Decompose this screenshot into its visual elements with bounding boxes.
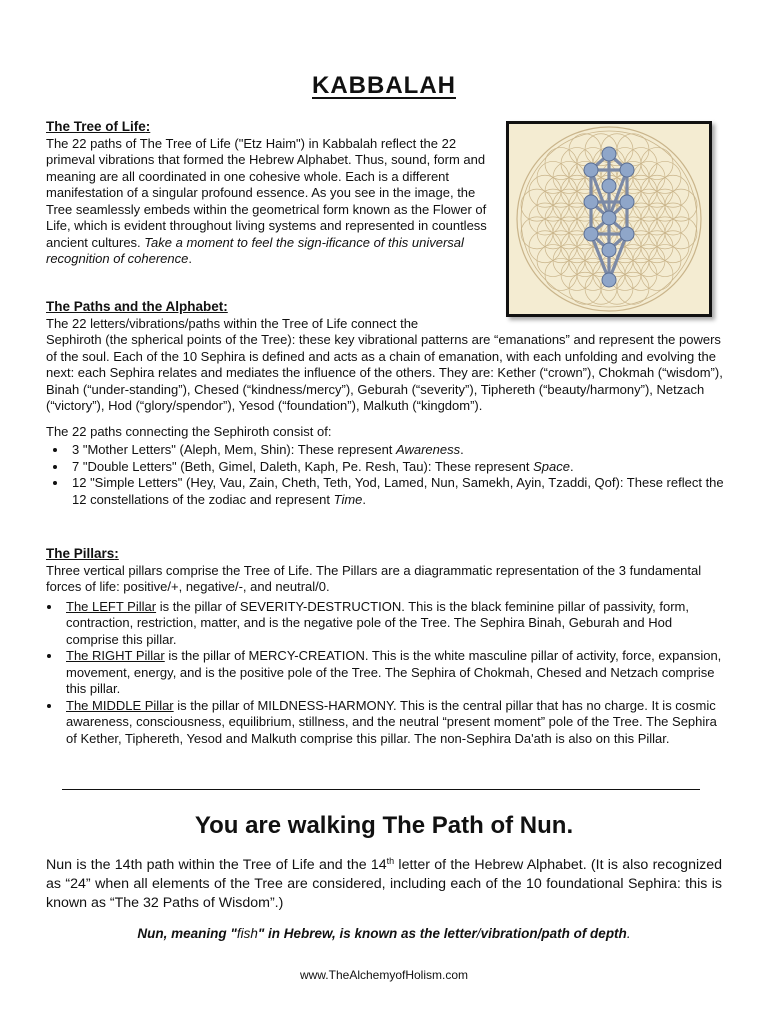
right-pillar-label: The RIGHT Pillar <box>66 648 165 663</box>
path-title: You are walking The Path of Nun. <box>194 812 574 839</box>
sephira-node <box>602 211 616 225</box>
pillars-section: The Pillars: Three vertical pillars comprise the Tree of Life. The Pillars are a diagrammatic representation of the 3 fundamental forces of life: positive/+, negative/-, and neutral/0. • The LEFT Pillar is the pillar of SEVERITY-DESTRUCTION. This is the black feminine pillar of passivity, form, contraction, restriction, matter, and is the negative pole of the Tree. The Sephira Binah, Geburah and Hod comprise this pillar. • The RIGHT Pillar is the pillar of MERCY-CREATION. This is the white masculine pillar of activity, force, expansion, movement, energy, and is the positive pole of the Tree. The Sephira of Chokmah, Chesed and Netzach comprise this pillar. • The MIDDLE Pillar is the pillar of MILDNESS-HARMONY. This is the central pillar that has no charge. It is cosmic awareness, consciousness, equilibrium, stillness, and the neutral “present moment” pole of the Tree. The Sephira of Kether, Tiphereth, Yesod and Malkuth comprise this pillar. The non-Sephira Da'ath is also on this Pillar. <box>46 546 728 747</box>
paths-alphabet-section <box>46 299 728 508</box>
flower-of-life-icon <box>509 124 709 314</box>
sephira-node <box>620 195 634 209</box>
letters-list <box>46 442 728 508</box>
tree-of-life-body: The 22 paths of The Tree of Life ("Etz Haim") in Kabbalah reflect the 22 primeval vibrations that formed the Hebrew Alphabet. Thus, sound, form and meaning are all coordinated in one cohesive whole. Each is a different manifestation of a singular profound essence. As you see in the image, the Tree seamlessly embeds within the geometrical form known as the Flower of Life, which is evident throughout living systems and represented in countless ancient cultures. Take a moment to feel the sign-ificance of this universal recognition of coherence. <box>46 135 487 266</box>
tree-of-life-image <box>506 121 712 317</box>
sephira-node <box>584 227 598 241</box>
paths-intro: The 22 paths connecting the Sephiroth consist of: <box>46 423 332 439</box>
page-title: KABBALAH <box>312 72 456 99</box>
sephira-node <box>584 163 598 177</box>
list-item: • 3 "Mother Letters" (Aleph, Mem, Shin): These represent Awareness. <box>68 442 728 459</box>
list-item: • 7 "Double Letters" (Beth, Gimel, Daleth, Kaph, Pe. Resh, Tau): These represent Space. <box>68 459 728 476</box>
left-pillar-label: The LEFT Pillar <box>66 598 157 614</box>
path-body: Nun is the 14th path within the Tree of Life and the 14th letter of the Hebrew Alphabet. (It is also recognized as “24” when all elements of the Tree are considered, including each of the 10 foundational Sephira: this is known as “The 32 Paths of Wisdom”.) <box>46 856 722 911</box>
sephira-node <box>620 227 634 241</box>
paths-alphabet-heading: The Paths and the Alphabet: <box>46 299 228 314</box>
sephira-node <box>602 179 616 193</box>
list-item: • The RIGHT Pillar is the pillar of MERCY-CREATION. This is the white masculine pillar of activity, force, expansion, movement, energy, and is the positive pole of the Tree. The Sephira of Chokmah, Chesed and Netzach comprise this pillar. <box>62 648 728 698</box>
sephira-node <box>602 273 616 287</box>
list-item: • 12 "Simple Letters" (Hey, Vau, Zain, Cheth, Teth, Yod, Lamed, Nun, Samekh, Ayin, Tzaddi, Qof): These reflect the 12 constellations of the zodiac and represent Time. <box>68 475 728 508</box>
middle-pillar-label: The MIDDLE Pillar <box>66 697 174 713</box>
paths-alphabet-body: Sephiroth (the spherical points of the Tree): these key vibrational patterns are “emanations” and represent the powers of the soul. Each of the 10 Sephira is defined and acts as a chain of emanation, with each unfolding and evolving the next: each Sephira relates and mediates the influence of the others. They are: Kether (“crown”), Chokmah (“wisdom”), Binah (“under-standing”), Chesed (“kindness/mercy”), Geburah (“severity”), Tiphereth (“beauty/harmony”), Netzach (“victory”), Hod (“glory/spendor”), Yesod (“foundation”), Malkuth (“kingdom”). <box>46 332 723 413</box>
list-item: • The MIDDLE Pillar is the pillar of MILDNESS-HARMONY. This is the central pillar that has no charge. It is cosmic awareness, consciousness, equilibrium, stillness, and the neutral “present moment” pole of the Tree. The Sephira of Kether, Tiphereth, Yesod and Malkuth comprise this pillar. The non-Sephira Da'ath is also on this Pillar. <box>62 698 728 748</box>
footer-url: www.TheAlchemyofHolism.com <box>299 968 469 982</box>
nun-meaning: Nun, meaning "fish" in Hebrew, is known as the letter/vibration/path of depth. <box>137 926 631 941</box>
pillars-heading: The Pillars <box>46 546 115 561</box>
tree-of-life-heading: The Tree of Life <box>46 119 146 134</box>
paths-alphabet-line1: The 22 letters/vibrations/paths within the Tree of Life connect the <box>46 315 419 331</box>
sephira-node <box>584 195 598 209</box>
pillars-intro: Three vertical pillars comprise the Tree of Life. The Pillars are a diagrammatic representation of the 3 fundamental forces of life: positive/+, negative/-, and neutral/0. <box>46 562 702 594</box>
list-item: • The LEFT Pillar is the pillar of SEVERITY-DESTRUCTION. This is the black feminine pillar of passivity, form, contraction, restriction, matter, and is the negative pole of the Tree. The Sephira Binah, Geburah and Hod comprise this pillar. <box>62 599 728 649</box>
pillars-list <box>46 599 728 748</box>
sephira-node <box>602 147 616 161</box>
sephira-node <box>620 163 634 177</box>
divider <box>62 789 700 790</box>
tree-of-life-section: The Tree of Life: The 22 paths of The Tree of Life ("Etz Haim") in Kabbalah reflect the 22 primeval vibrations that formed the Hebrew Alphabet. Thus, sound, form and meaning are all coordinated in one cohesive whole. Each is a different manifestation of a singular profound essence. As you see in the image, the Tree seamlessly embeds within the geometrical form known as the Flower of Life, which is evident throughout living systems and represented in countless ancient cultures. Take a moment to feel the sign-ificance of this universal recognition of coherence. <box>46 119 496 268</box>
sephira-node <box>602 243 616 257</box>
